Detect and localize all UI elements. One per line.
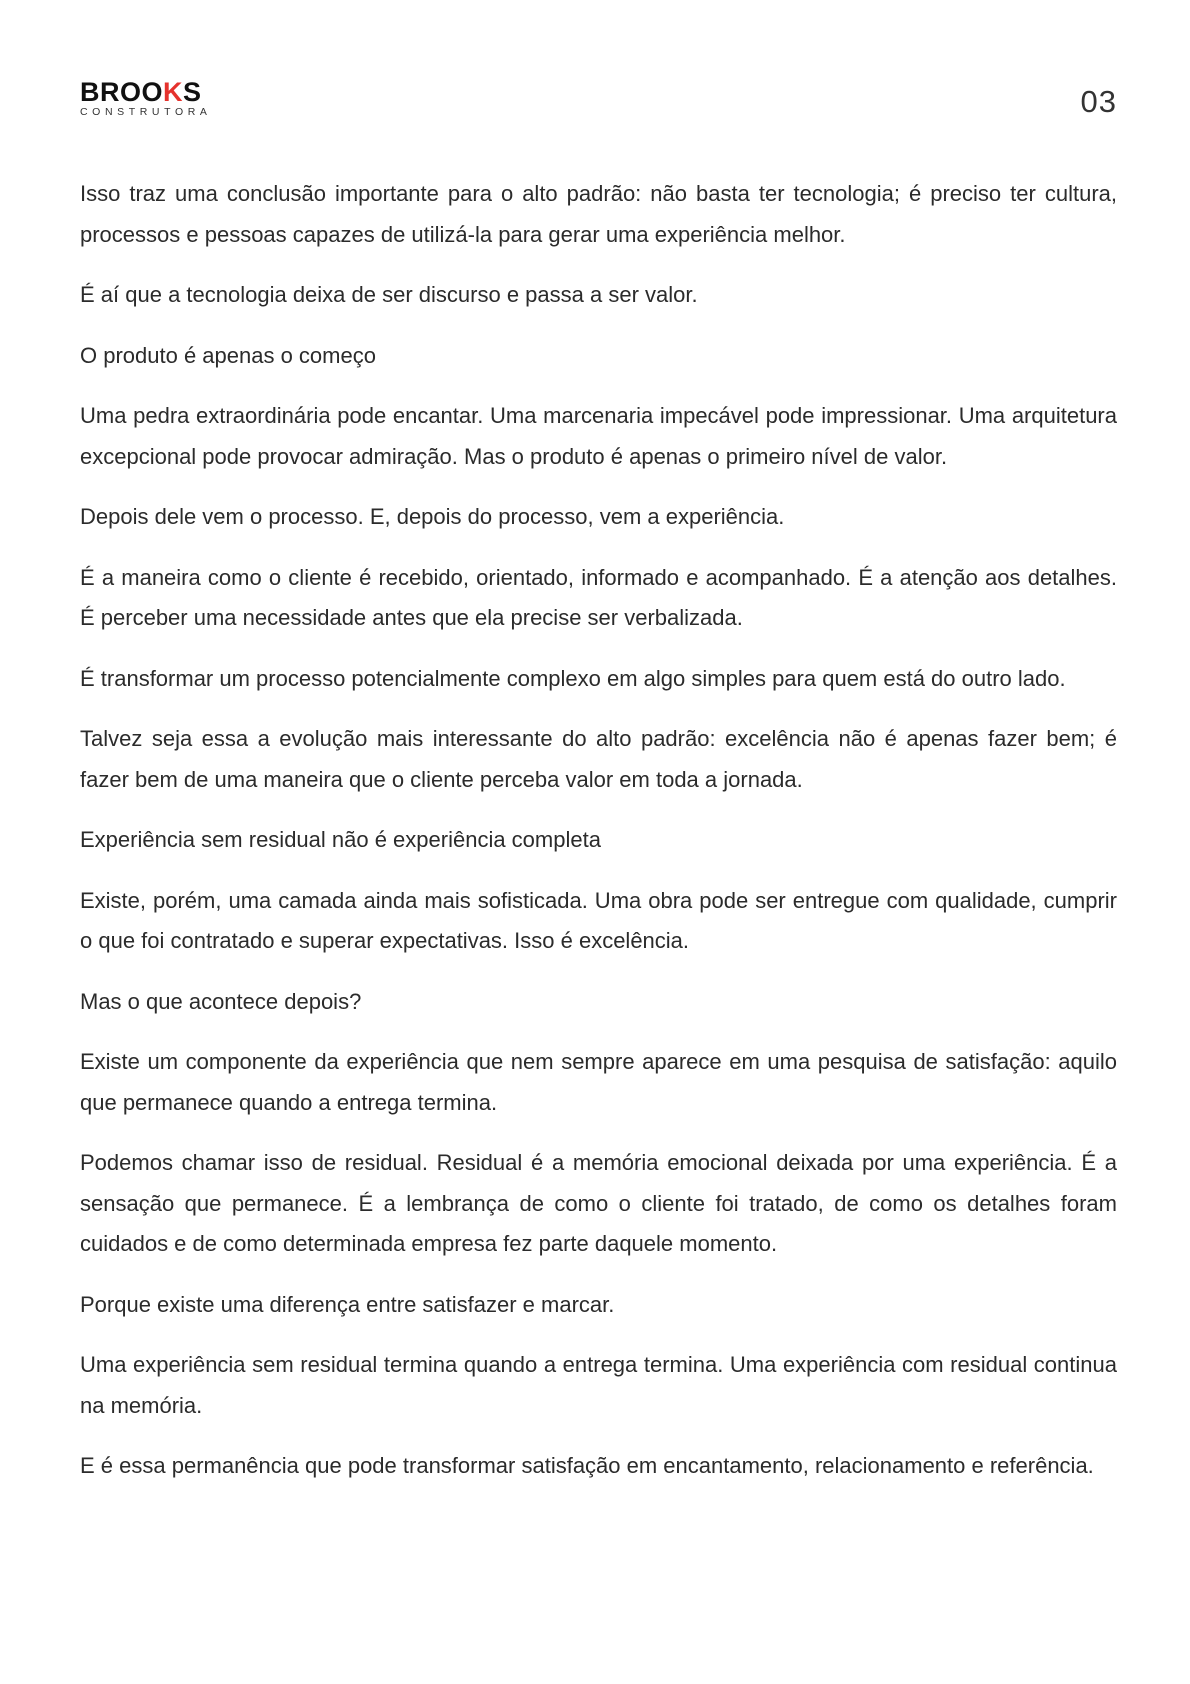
page-header xyxy=(80,78,1117,128)
paragraph: É a maneira como o cliente é recebido, orientado, informado e acompanhado. É a atenção aos detalhes. É perceber uma necessidade antes que ela precise ser verbalizada. xyxy=(80,564,1117,630)
body-text xyxy=(80,174,1117,1507)
paragraph: É transformar um processo potencialmente complexo em algo simples para quem está do outro lado. xyxy=(80,665,1066,691)
logo-text-accent: K xyxy=(163,77,183,107)
logo-subtitle: CONSTRUTORA xyxy=(80,106,212,118)
logo-wordmark xyxy=(80,78,212,106)
section-heading: Experiência sem residual não é experiência completa xyxy=(80,827,601,852)
paragraph: Isso traz uma conclusão importante para o alto padrão: não basta ter tecnologia; é preciso ter cultura, processos e pessoas capazes de utilizá-la para gerar uma experiência melhor. xyxy=(80,181,1117,247)
paragraph: É aí que a tecnologia deixa de ser discurso e passa a ser valor. xyxy=(80,282,698,307)
paragraph: Depois dele vem o processo. E, depois do processo, vem a experiência. xyxy=(80,504,785,529)
paragraph: Podemos chamar isso de residual. Residual é a memória emocional deixada por uma experiência. É a sensação que permanece. É a lembrança de como o cliente foi tratado, de como os detalhes foram cuidados e de como determinada empresa fez parte daquele momento. xyxy=(80,1150,1117,1256)
page-number: 03 xyxy=(1080,84,1117,119)
paragraph: Talvez seja essa a evolução mais interessante do alto padrão: excelência não é apenas fazer bem; é fazer bem de uma maneira que o cliente perceba valor em toda a jornada. xyxy=(80,726,1117,792)
paragraph: Existe um componente da experiência que nem sempre aparece em uma pesquisa de satisfação: aquilo que permanece quando a entrega termina. xyxy=(80,1049,1117,1115)
paragraph: Porque existe uma diferença entre satisfazer e marcar. xyxy=(80,1291,615,1317)
paragraph: Uma experiência sem residual termina quando a entrega termina. Uma experiência com residual continua na memória. xyxy=(80,1352,1117,1418)
paragraph: E é essa permanência que pode transformar satisfação em encantamento, relacionamento e referência. xyxy=(80,1453,1094,1478)
logo-text-part2: S xyxy=(183,77,202,107)
brooks-logo xyxy=(80,78,212,118)
paragraph: Uma pedra extraordinária pode encantar. Uma marcenaria impecável pode impressionar. Uma arquitetura excepcional pode provocar admiração. Mas o produto é apenas o primeiro nível de valor. xyxy=(80,403,1117,469)
section-heading: O produto é apenas o começo xyxy=(80,342,376,368)
logo-text-part1: BROO xyxy=(80,77,163,107)
paragraph: Mas o que acontece depois? xyxy=(80,988,362,1014)
paragraph: Existe, porém, uma camada ainda mais sofisticada. Uma obra pode ser entregue com qualidade, cumprir o que foi contratado e superar expectativas. Isso é excelência. xyxy=(80,887,1117,953)
